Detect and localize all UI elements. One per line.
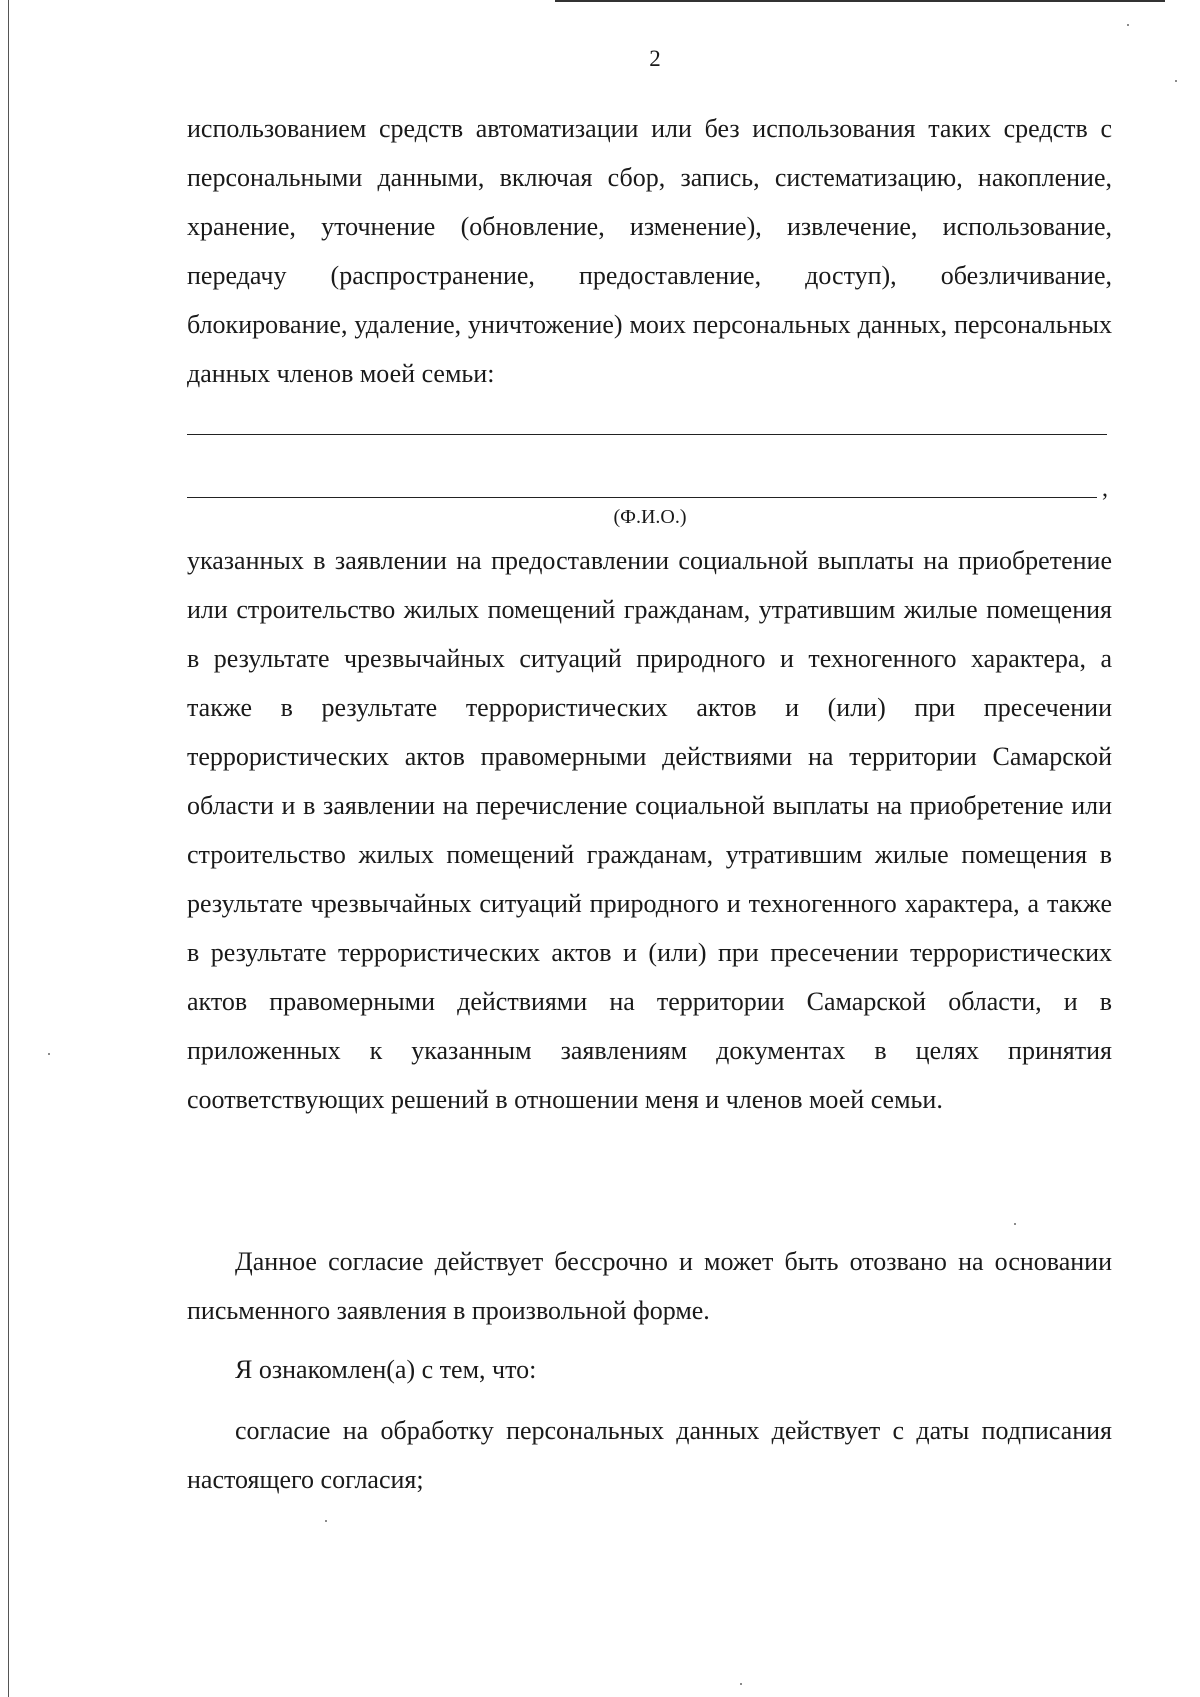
scan-speck <box>740 1683 742 1685</box>
scan-speck <box>325 1520 327 1522</box>
paragraph-application-scope <box>187 536 1112 1124</box>
paragraph-4-text: Я ознакомлен(а) с тем, что: <box>235 1355 537 1384</box>
scan-speck <box>1014 1223 1016 1225</box>
fill-in-line-comma: , <box>1102 476 1108 502</box>
scan-left-edge <box>8 0 9 1697</box>
paragraph-acknowledgement <box>187 1345 1112 1394</box>
scan-speck <box>1175 80 1177 82</box>
paragraph-consent-start <box>187 1406 1112 1504</box>
scan-top-edge <box>555 0 1165 2</box>
paragraph-validity <box>187 1237 1112 1335</box>
page-number: 2 <box>649 46 661 71</box>
paragraph-5-text: согласие на обработку персональных данных действует с даты подписания настоящего согласия; <box>187 1416 1112 1494</box>
paragraph-3-text: Данное согласие действует бессрочно и может быть отозвано на основании письменного заявления в произвольной форме. <box>187 1247 1112 1325</box>
paragraph-processing-actions <box>187 104 1112 398</box>
fill-in-line-2 <box>187 497 1097 498</box>
paragraph-2-text: указанных в заявлении на предоставлении социальной выплаты на приобретение или строительство жилых помещений гражданам, утратившим жилые помещения в результате чрезвычайных ситуаций природного и техногенного характера, а также в результате террористических актов и (или) при пресечении террористических актов правомерными действиями на территории Самарской области и в заявлении на перечисление социальной выплаты на приобретение или строительство жилых помещений гражданам, утратившим жилые помещения в результате чрезвычайных ситуаций природного и техногенного характера, а также в результате террористических актов и (или) при пресечении террористических актов правомерными действиями на территории Самарской области, и в приложенных к указанным заявлениям документах в целях принятия соответствующих решений в отношении меня и членов моей семьи. <box>187 546 1112 1114</box>
fio-caption: (Ф.И.О.) <box>613 506 687 528</box>
scan-speck <box>1127 24 1129 26</box>
paragraph-1-text: использованием средств автоматизации или без использования таких средств с персональными данными, включая сбор, запись, систематизацию, накопление, хранение, уточнение (обновление, изменение), извлечение, использование, передачу (распространение, предоставление, доступ), обезличивание, блокирование, удаление, уничтожение) моих персональных данных, персональных данных членов моей семьи: <box>187 114 1112 388</box>
fill-in-line-1 <box>187 434 1107 435</box>
scan-speck <box>48 1053 50 1055</box>
